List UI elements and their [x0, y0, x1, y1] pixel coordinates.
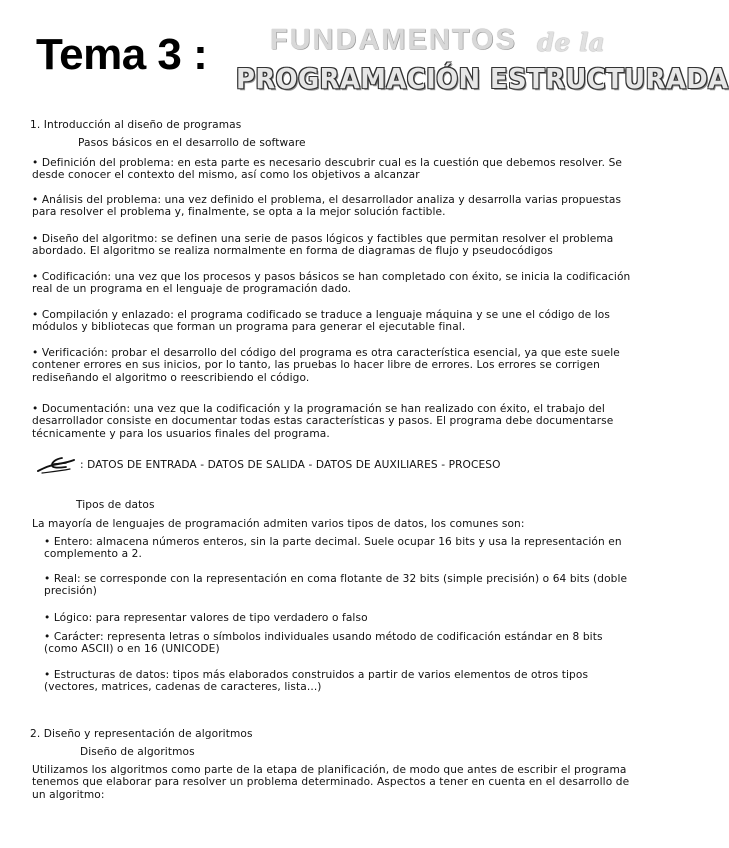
section2-heading: 2. Diseño y representación de algoritmos — [30, 728, 253, 740]
type-estructuras: • Estructuras de datos: tipos más elaborados construidos a partir de varios elementos de otros tipos (vectores, matrices, cadenas de caracteres, lista...) — [44, 669, 589, 694]
tema-title: Tema 3 : — [36, 30, 208, 79]
section2-subheading: Diseño de algoritmos — [80, 746, 195, 758]
step-analisis: • Análisis del problema: una vez definido el problema, el desarrollador analiza y desarrolla varias propuestas para resolver el problema y, finalmente, se opta a la mejor solución factible. — [32, 194, 622, 219]
type-entero: • Entero: almacena números enteros, sin la parte decimal. Suele ocupar 16 bits y usa la representación en complemento a 2. — [44, 536, 622, 561]
type-real: • Real: se corresponde con la representación en coma flotante de 32 bits (simple precisión) o 64 bits (doble precisión) — [44, 573, 628, 598]
section2-body: Utilizamos los algoritmos como parte de la etapa de planificación, de modo que antes de escribir el programa tenemos que elaborar para resolver un problema determinado. Aspectos a tener en cuenta en el desarrollo de un algoritmo: — [32, 764, 630, 801]
step-definicion: • Definición del problema: en esta parte es necesario descubrir cual es la cuestión que debemos resolver. Se desde conocer el contexto del mismo, así como los objetivos a alcanzar — [32, 157, 623, 182]
types-intro: La mayoría de lenguajes de programación admiten varios tipos de datos, los comunes son: — [32, 518, 525, 530]
step-compilacion: • Compilación y enlazado: el programa codificado se traduce a lenguaje máquina y se une el código de los módulos y bibliotecas que forman un programa para generar el ejecutable final. — [32, 309, 610, 334]
programacion-estructurada-title: PROGRAMACIÓN ESTRUCTURADA — [236, 62, 729, 95]
step-codificacion: • Codificación: una vez que los procesos y pasos básicos se han completado con éxito, se inicia la codificación real de un programa en el lenguaje de programación dado. — [32, 271, 631, 296]
type-caracter: • Carácter: representa letras o símbolos individuales usando método de codificación estándar en 8 bits (como ASCII) o en 16 (UNICODE) — [44, 631, 603, 656]
step-diseno: • Diseño del algoritmo: se definen una serie de pasos lógicos y factibles que permitan resolver el problema abordado. El algoritmo se realiza normalmente en forma de diagramas de flujo y pseudocódigos — [32, 233, 614, 258]
section1-subheading: Pasos básicos en el desarrollo de software — [78, 137, 306, 149]
data-categories-note: : DATOS DE ENTRADA - DATOS DE SALIDA - DATOS DE AUXILIARES - PROCESO — [80, 459, 501, 471]
fundamentos-title: FUNDAMENTOS — [270, 24, 518, 56]
section1-heading: 1. Introducción al diseño de programas — [30, 119, 242, 131]
signature-icon — [36, 455, 78, 475]
de-la-title: de la — [537, 28, 605, 57]
types-heading: Tipos de datos — [76, 499, 155, 511]
step-documentacion: • Documentación: una vez que la codificación y la programación se han realizado con éxito, el trabajo del desarrollador consiste en documentar todas estas características y pasos. El programa debe documentarse técnicamente y para los usuarios finales del programa. — [32, 403, 614, 440]
type-logico: • Lógico: para representar valores de tipo verdadero o falso — [44, 612, 368, 624]
step-verificacion: • Verificación: probar el desarrollo del código del programa es otra característica esencial, ya que este suele contener errores en sus inicios, por lo tanto, las pruebas lo hacer libre de errores. Los errores se corrigen rediseñando el algoritmo o reescribiendo el código. — [32, 347, 620, 384]
